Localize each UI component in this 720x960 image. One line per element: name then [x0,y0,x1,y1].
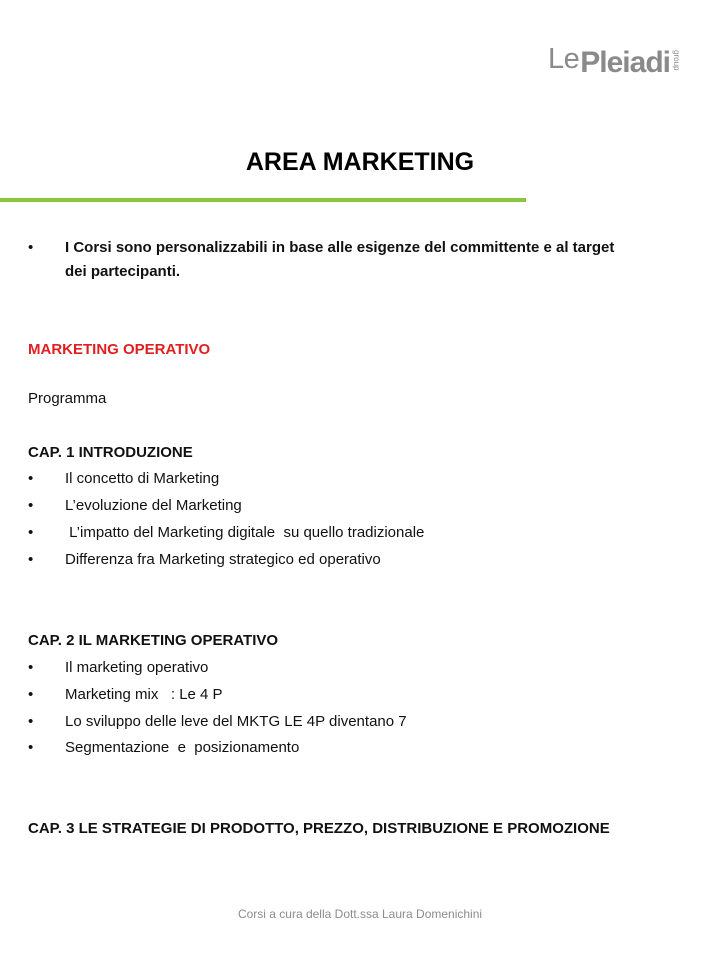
bullet-icon: • [28,524,34,541]
chapter-2-title: CAP. 2 IL MARKETING OPERATIVO [28,632,279,649]
chapter-1-item [28,496,242,516]
chapter-1-title: CAP. 1 INTRODUZIONE [28,444,193,461]
chapter-1-item [28,469,219,489]
program-label: Programma [28,390,107,407]
chapter-1-item [28,550,381,570]
logo-group: group [671,49,681,70]
chapter-1-item-text: Differenza fra Marketing strategico ed operativo [65,551,381,568]
chapter-2-item-text: Segmentazione e posizionamento [65,739,300,756]
bullet-icon: • [28,713,34,730]
page-title: AREA MARKETING [245,148,475,176]
chapter-2-item [28,712,407,732]
bullet-icon: • [28,497,34,514]
bullet-icon: • [28,739,34,756]
chapter-2-item-text: Il marketing operativo [65,659,209,676]
intro-note [28,236,618,284]
bullet-icon: • [28,470,34,487]
chapter-1-item-text: L’evoluzione del Marketing [65,497,242,514]
bullet-icon: • [28,686,34,703]
chapter-2-item [28,658,208,678]
bullet-icon: • [28,551,34,568]
chapter-1-item [28,523,424,543]
section-title: MARKETING OPERATIVO [28,341,211,358]
bullet-icon: • [28,659,34,676]
chapter-1-item-text: Il concetto di Marketing [65,470,220,487]
chapter-3-title: CAP. 3 LE STRATEGIE DI PRODOTTO, PREZZO, DISTRIBUZIONE E PROMOZIONE [28,820,610,837]
logo-pleiadi: Pleiadi [580,46,670,79]
brand-logo [548,34,681,79]
chapter-2-item-text: Marketing mix : Le 4 P [65,686,223,703]
chapter-2-item [28,685,223,705]
chapter-1-item-text: L’impatto del Marketing digitale su quello tradizionale [65,524,425,541]
footer-credit: Corsi a cura della Dott.ssa Laura Domenichini [237,907,483,921]
title-underline [0,198,526,202]
chapter-2-item [28,738,299,758]
chapter-2-item-text: Lo sviluppo delle leve del MKTG LE 4P diventano 7 [65,713,407,730]
bullet-icon: • [28,239,34,256]
intro-note-text: I Corsi sono personalizzabili in base alle esigenze del committente e al target dei partecipanti. [65,239,615,280]
logo-le: Le [548,43,580,75]
